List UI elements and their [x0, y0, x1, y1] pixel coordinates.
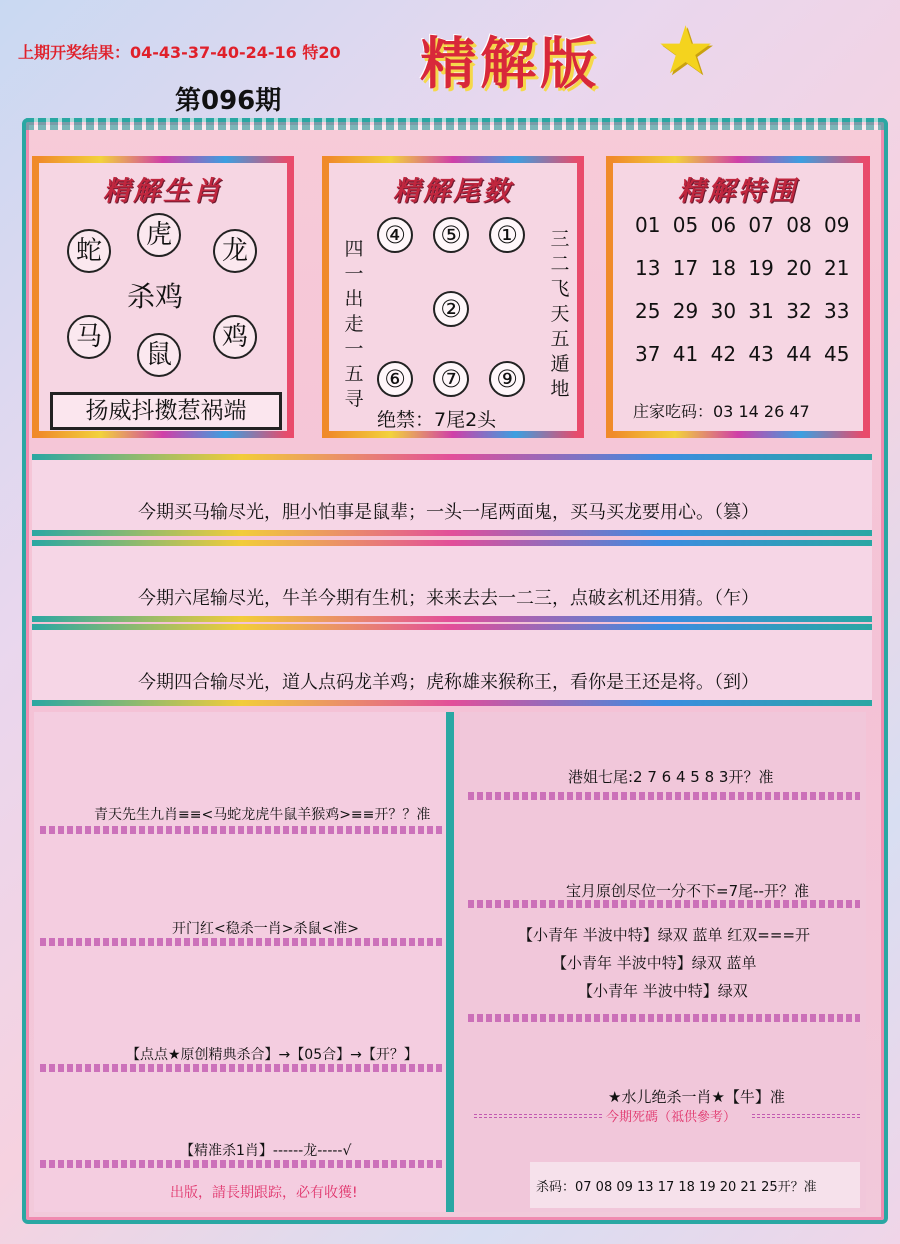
precise-kill-tip: 【精准杀1肖】------龙-----√ [180, 1143, 352, 1159]
tail-right-verse: 三二飞天五遁地 [550, 228, 570, 400]
divider [474, 1114, 602, 1118]
tail-panel-title: 精解尾数 [393, 176, 513, 207]
youth-tip: 【小青年 半波中特】绿双 蓝单 [552, 954, 757, 972]
number-row: 25 29 30 31 32 33 [635, 299, 850, 323]
tail-digit: ④ [377, 217, 413, 253]
divider [40, 1160, 444, 1168]
youth-tip: 【小青年 半波中特】绿双 蓝单 红双===开 [518, 926, 811, 944]
divider [40, 826, 444, 834]
verse-text: 今期四合输尽光，道人点码龙羊鸡；虎称雄来猴称王，看你是王还是将。（到） [138, 672, 759, 693]
frame-border-decoration [26, 118, 884, 130]
tail-left-verse: 四一出走一五寻 [344, 238, 364, 410]
tail-digit: ⑥ [377, 361, 413, 397]
tail-digit: ② [433, 291, 469, 327]
zodiac-circle: 鼠 [137, 333, 181, 377]
zodiac-circle: 马 [67, 315, 111, 359]
shuier-tip: ★水儿绝杀一肖★【牛】准 [608, 1088, 785, 1106]
zodiac-motto: 扬威抖擞惹祸端 [50, 392, 282, 430]
verse-row [32, 624, 872, 706]
verse-text: 今期六尾输尽光，牛羊今期有生机；来来去去一二三，点破玄机还用猜。（乍） [138, 588, 759, 609]
verse-row [32, 540, 872, 622]
right-tips-panel [460, 712, 866, 1212]
star-icon: ★ [656, 12, 716, 89]
kill-codes: 杀码：07 08 09 13 17 18 19 20 21 25开？准 [536, 1180, 817, 1195]
nine-zodiac-tip: 青天先生九肖≡≡<马蛇龙虎牛鼠羊猴鸡>≡≡开？？准 [94, 807, 431, 823]
last-result: 上期开奖结果：04-43-37-40-24-16 特20 [18, 43, 341, 62]
tail-digit: ⑦ [433, 361, 469, 397]
zodiac-circle: 蛇 [67, 229, 111, 273]
divider [40, 938, 444, 946]
tail-digit: ⑤ [433, 217, 469, 253]
left-tips-panel [34, 712, 454, 1212]
dead-number-note: 今期死碼（祗供參考） [606, 1110, 737, 1125]
tracking-note: 出版，請長期跟踪，必有收獲! [170, 1185, 358, 1201]
divider [468, 900, 860, 908]
brand-logo: 精解版 [420, 31, 600, 97]
youth-tip: 【小青年 半波中特】绿双 [578, 982, 748, 1000]
zodiac-panel-title: 精解生肖 [103, 176, 223, 207]
zodiac-circle: 虎 [137, 213, 181, 257]
hk-sister-tip: 港姐七尾:2 7 6 4 5 8 3开？准 [568, 768, 774, 786]
tail-panel [322, 156, 584, 438]
kaimen-tip: 开门红<稳杀一肖>杀鼠<准> [172, 921, 359, 937]
kill-codes-box [530, 1162, 860, 1208]
divider [468, 1014, 860, 1022]
divider [468, 792, 860, 800]
baoyue-tip: 宝月原创尽位一分不下=7尾--开？准 [566, 882, 809, 900]
divider [40, 1064, 444, 1072]
verse-text: 今期买马输尽光，胆小怕事是鼠辈；一头一尾两面鬼，买马买龙要用心。（篡） [138, 502, 759, 523]
tail-ban: 绝禁：7尾2头 [377, 409, 497, 431]
special-panel-title: 精解特围 [678, 176, 798, 207]
issue-number: 第096期 [175, 86, 282, 116]
kill-zodiac: 杀鸡 [127, 280, 184, 313]
diandian-tip: 【点点★原创精典杀合】→【05合】→【开？】 [126, 1047, 418, 1063]
tail-digit: ① [489, 217, 525, 253]
verse-row [32, 454, 872, 536]
number-row: 01 05 06 07 08 09 [635, 213, 850, 237]
dealer-numbers: 庄家吃码：03 14 26 47 [633, 402, 810, 421]
divider [752, 1114, 860, 1118]
zodiac-circle: 龙 [213, 229, 257, 273]
zodiac-circle: 鸡 [213, 315, 257, 359]
special-panel [606, 156, 870, 438]
tail-digit: ⑨ [489, 361, 525, 397]
number-row: 37 41 42 43 44 45 [635, 342, 850, 366]
number-row: 13 17 18 19 20 21 [635, 256, 850, 280]
